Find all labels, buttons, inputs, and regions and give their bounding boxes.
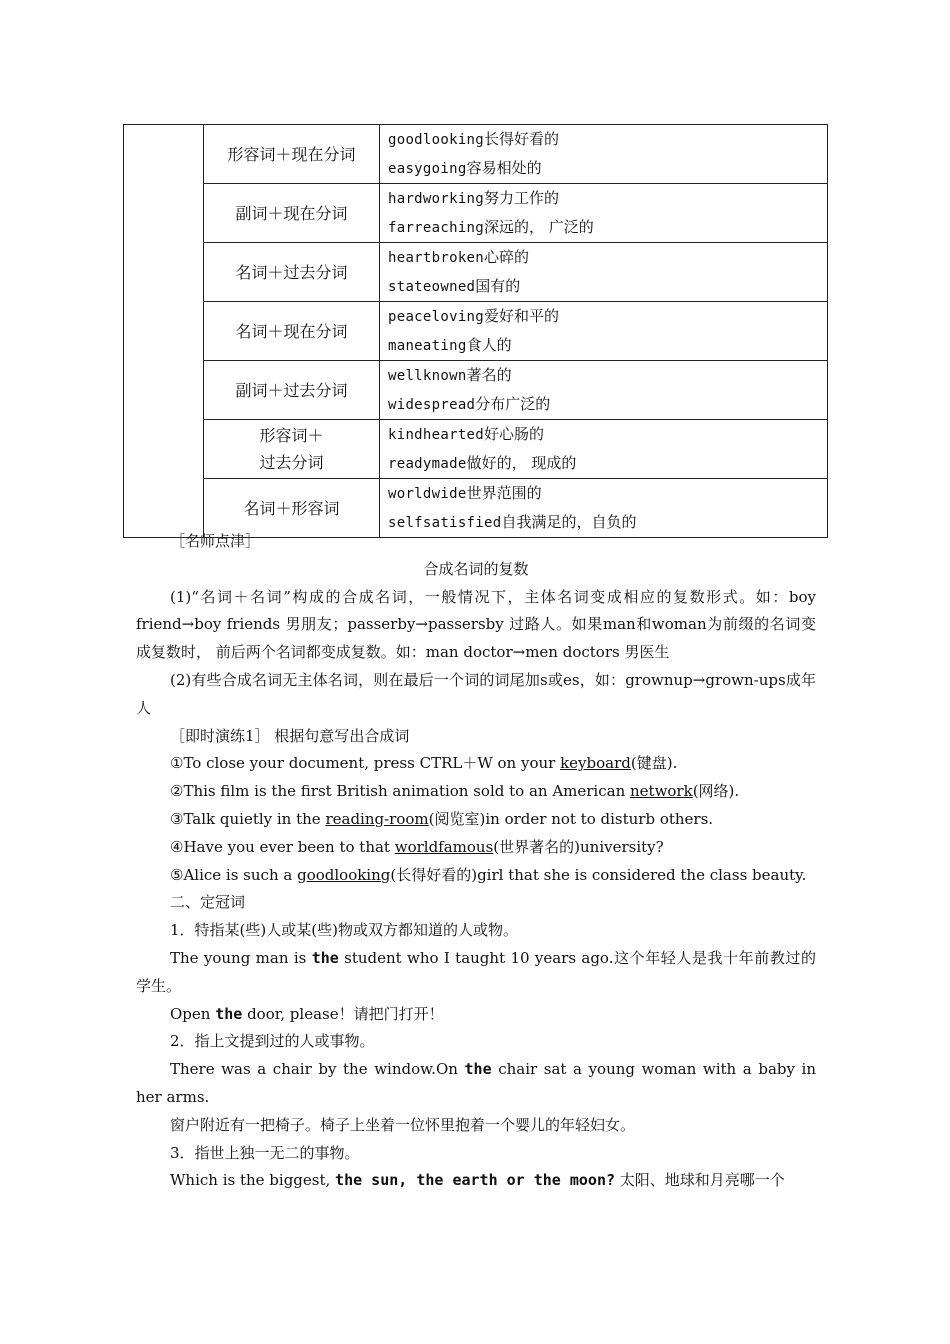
drill-item xyxy=(136,778,816,806)
table-row xyxy=(124,184,828,243)
drill-text: (网络). xyxy=(692,782,740,801)
example-meaning: 著名的 xyxy=(466,366,512,384)
drill-text: ③Talk quietly in the xyxy=(170,809,326,828)
drill-label: ［即时演练1］ 根据句意写出合成词 xyxy=(170,726,410,745)
examples-cell xyxy=(380,302,828,361)
drill-answer: network xyxy=(630,782,693,801)
example-text: 太阳、地球和月亮哪一个 xyxy=(615,1171,785,1190)
emphasized-article: the xyxy=(311,948,339,967)
example-text: student who I taught 10 years ago.这个年轻人是我十年前教过的学生。 xyxy=(136,948,816,995)
tip-paragraph-1: (1)“名词＋名词”构成的合成名词，一般情况下，主体名词变成相应的复数形式。如：boy friend→boy friends 男朋友；passerby→passersby 过路人。如果man和woman为前缀的名词变成复数时， 前后两个名词都变成复数。如：man doctor→men doctors 男医生 xyxy=(136,587,816,662)
example-sentence xyxy=(136,1001,816,1029)
emphasized-article: the sun, the earth or the moon? xyxy=(335,1171,616,1190)
example-sentence xyxy=(136,1167,816,1195)
tip-paragraph-2: (2)有些合成名词无主体名词，则在最后一个词的词尾加s或es，如：grownup→grown-ups成年人 xyxy=(136,670,816,717)
table-row xyxy=(124,361,828,420)
compound-adjective-table xyxy=(123,124,828,538)
formation-type-cell xyxy=(204,420,380,479)
table-row xyxy=(124,420,828,479)
rule-2: 2．指上文提到过的人或事物。 xyxy=(170,1032,375,1051)
formation-type-cell: 副词＋过去分词 xyxy=(204,361,380,420)
table-row xyxy=(124,302,828,361)
drill-item xyxy=(136,750,816,778)
example-translation: 窗户附近有一把椅子。椅子上坐着一位怀里抱着一个婴儿的年轻妇女。 xyxy=(170,1115,636,1134)
formation-type-line: 形容词＋ xyxy=(259,426,324,445)
drill-answer: goodlooking xyxy=(297,865,391,884)
example-meaning: 心碎的 xyxy=(484,248,530,266)
example-meaning: 深远的， 广泛的 xyxy=(484,218,594,236)
example-word: peaceloving xyxy=(388,309,485,325)
emphasized-article: the xyxy=(464,1060,492,1079)
example-text: chair sat a young woman with a baby in her arms. xyxy=(136,1060,817,1106)
example-meaning: 长得好看的 xyxy=(484,130,560,148)
example-word: kindhearted xyxy=(388,427,485,443)
drill-text: (键盘). xyxy=(630,754,678,773)
example-text: door, please！请把门打开！ xyxy=(242,1004,444,1023)
formation-type-line: 过去分词 xyxy=(259,453,324,472)
example-meaning: 做好的， 现成的 xyxy=(466,454,577,472)
example-text: Which is the biggest, xyxy=(170,1171,336,1190)
formation-type-cell: 名词＋现在分词 xyxy=(204,302,380,361)
formation-type-cell: 副词＋现在分词 xyxy=(204,184,380,243)
formation-type-cell: 名词＋过去分词 xyxy=(204,243,380,302)
example-meaning: 分布广泛的 xyxy=(475,395,551,413)
drill-text: (阅览室)in order not to disturb others. xyxy=(428,809,714,828)
example-text: There was a chair by the window.On xyxy=(170,1060,465,1079)
tip-label: ［名师点津］ xyxy=(170,532,261,550)
drill-item xyxy=(136,806,816,834)
example-meaning: 自我满足的，自负的 xyxy=(501,513,637,531)
section-heading: 二、定冠词 xyxy=(170,893,246,912)
drill-answer: worldfamous xyxy=(394,837,494,856)
examples-cell xyxy=(380,420,828,479)
formation-type-cell: 名词＋形容词 xyxy=(204,479,380,538)
examples-cell xyxy=(380,184,828,243)
rule-3: 3．指世上独一无二的事物。 xyxy=(170,1143,360,1162)
example-meaning: 世界范围的 xyxy=(466,484,542,502)
examples-cell xyxy=(380,125,828,184)
drill-answer: reading-room xyxy=(325,809,429,828)
example-word: widespread xyxy=(388,397,476,413)
example-word: easygoing xyxy=(388,161,467,177)
example-word: readymade xyxy=(388,456,467,472)
table-row xyxy=(124,243,828,302)
drill-text: ②This film is the first British animation sold to an American xyxy=(170,782,630,801)
example-meaning: 国有的 xyxy=(475,277,521,295)
example-word: maneating xyxy=(388,338,467,354)
drill-item xyxy=(136,862,816,890)
example-meaning: 容易相处的 xyxy=(466,159,542,177)
drill-text: (长得好看的)girl that she is considered the class beauty. xyxy=(390,865,807,884)
examples-cell xyxy=(380,243,828,302)
example-meaning: 努力工作的 xyxy=(484,189,560,207)
drill-text: (世界著名的)university? xyxy=(493,837,664,856)
drill-text: ⑤Alice is such a xyxy=(170,865,298,884)
emphasized-article: the xyxy=(215,1004,243,1023)
example-sentence xyxy=(136,945,816,1001)
example-text: Open xyxy=(170,1004,216,1023)
example-word: worldwide xyxy=(388,486,467,502)
example-meaning: 好心肠的 xyxy=(484,425,545,443)
drill-text: ①To close your document, press CTRL＋W on your xyxy=(170,754,561,773)
document-body xyxy=(136,528,816,1195)
drill-answer: keyboard xyxy=(560,754,631,773)
drill-item xyxy=(136,834,816,862)
example-word: stateowned xyxy=(388,279,476,295)
example-word: goodlooking xyxy=(388,132,485,148)
example-word: heartbroken xyxy=(388,250,485,266)
examples-cell xyxy=(380,361,828,420)
rule-1: 1．特指某(些)人或某(些)物或双方都知道的人或物。 xyxy=(170,921,518,940)
tip-title: 合成名词的复数 xyxy=(423,559,529,578)
example-meaning: 食人的 xyxy=(466,336,512,354)
drill-text: ④Have you ever been to that xyxy=(170,837,395,856)
example-meaning: 爱好和平的 xyxy=(484,307,560,325)
example-word: wellknown xyxy=(388,368,467,384)
example-sentence xyxy=(136,1056,816,1112)
formation-type-cell: 形容词＋现在分词 xyxy=(204,125,380,184)
table-row xyxy=(124,125,828,184)
example-text: The young man is xyxy=(170,948,312,967)
example-word: selfsatisfied xyxy=(388,515,502,531)
blank-category-cell xyxy=(124,125,204,538)
example-word: farreaching xyxy=(388,220,485,236)
example-word: hardworking xyxy=(388,191,485,207)
